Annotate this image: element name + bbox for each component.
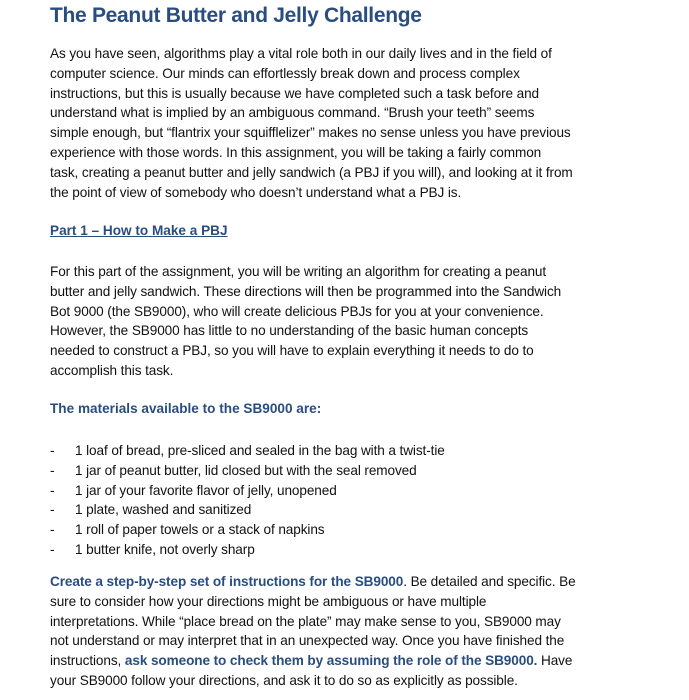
list-item [50, 540, 445, 560]
list-item [50, 500, 445, 520]
list-item-text: 1 loaf of bread, pre-sliced and sealed in the bag with a twist-tie [75, 443, 445, 458]
bullet-dash: - [50, 541, 55, 557]
text-segment: instructions, [50, 653, 125, 669]
materials-heading: The materials available to the SB9000 are: [50, 401, 322, 416]
bullet-dash: - [50, 462, 55, 478]
list-item [50, 441, 445, 461]
bullet-dash: - [50, 522, 55, 538]
part1-paragraph [50, 262, 561, 381]
list-item-text: 1 jar of your favorite flavor of jelly, unopened [75, 482, 337, 498]
intro-paragraph [50, 44, 573, 202]
text-line: sure to consider how your directions might be ambiguous or have multiple [50, 593, 487, 609]
text-line: not understand or may interpret that in an unexpected way. Once you have finished the [50, 633, 565, 649]
text-line: butter and jelly sandwich. These directions will then be programmed into the Sandwich [50, 283, 562, 299]
text-line: experience with those words. In this assignment, you will be taking a fairly common [50, 144, 542, 160]
list-item [50, 481, 445, 501]
instructions-paragraph [50, 572, 576, 691]
list-item-text: 1 roll of paper towels or a stack of napkins [75, 522, 325, 538]
list-item-text: 1 plate, washed and sanitized [75, 502, 252, 518]
page-title: The Peanut Butter and Jelly Challenge [50, 4, 422, 27]
bullet-dash: - [50, 502, 55, 518]
text-line: task, creating a peanut butter and jelly sandwich (a PBJ if you will), and looking at it from [50, 164, 573, 180]
text-line: For this part of the assignment, you will be writing an algorithm for creating a peanut [50, 264, 547, 279]
text-line: Bot 9000 (the SB9000), who will create delicious PBJs for you at your convenience. [50, 303, 544, 319]
list-item-text: 1 butter knife, not overly sharp [75, 541, 255, 557]
text-line: needed to construct a PBJ, so you will have to explain everything it needs to do to [50, 343, 534, 359]
emphasis-text: Create a step-by-step set of instructions for the SB9000 [50, 574, 404, 589]
text-segment: . Be detailed and specific. Be [403, 574, 576, 589]
list-item-text: 1 jar of peanut butter, lid closed but with the seal removed [75, 462, 417, 478]
text-line: As you have seen, algorithms play a vital role both in our daily lives and in the field of [50, 46, 552, 61]
list-item [50, 461, 445, 481]
text-line [50, 572, 576, 592]
text-line: computer science. Our minds can effortlessly break down and process complex [50, 65, 520, 81]
bullet-dash: - [50, 443, 55, 458]
bullet-dash: - [50, 482, 55, 498]
text-segment: Have [537, 653, 573, 669]
text-line: interpretations. While “place bread on the plate” may make sense to you, SB9000 may [50, 613, 561, 629]
text-line: your SB9000 follow your directions, and ask it to do so as explicitly as possible. [50, 672, 518, 688]
text-line: understand what is implied by an ambiguous command. “Brush your teeth” seems [50, 105, 535, 121]
list-item [50, 520, 445, 540]
emphasis-text: ask someone to check them by assuming the role of the SB9000. [124, 653, 538, 669]
text-line: However, the SB9000 has little to no understanding of the basic human concepts [50, 323, 529, 339]
part1-heading: Part 1 – How to Make a PBJ [50, 223, 228, 238]
text-line: accomplish this task. [50, 362, 174, 378]
materials-list [50, 441, 445, 560]
text-line: simple enough, but “flantrix your squifflelizer” makes no sense unless you have previous [50, 125, 571, 141]
text-line: the point of view of somebody who doesn’t understand what a PBJ is. [50, 184, 462, 200]
text-line [50, 651, 576, 671]
text-line: instructions, but this is usually because we have completed such a task before and [50, 85, 540, 101]
